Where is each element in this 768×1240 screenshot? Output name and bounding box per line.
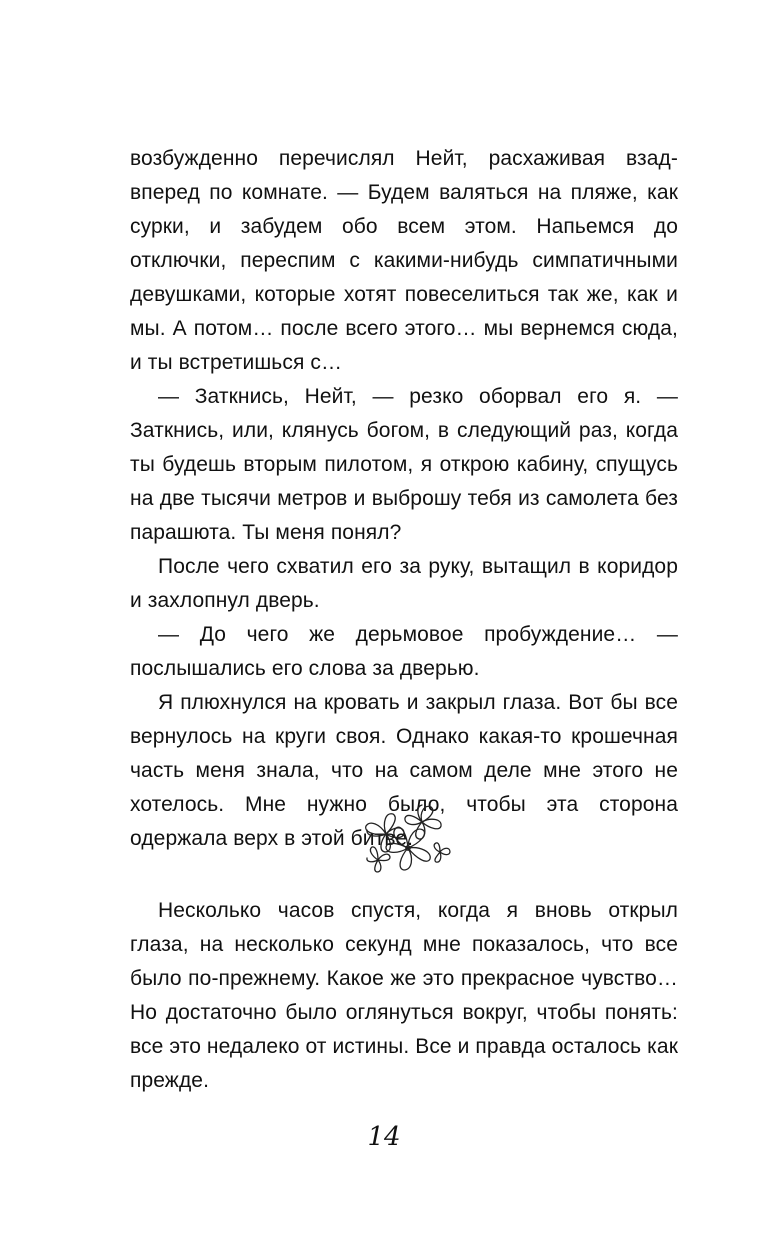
paragraph: После чего схватил его за руку, вытащил в коридор и захлопнул дверь. xyxy=(130,555,678,612)
flower-front-center xyxy=(386,827,430,870)
flower-top-right xyxy=(405,805,441,839)
paragraph: — До чего же дерьмовое пробуждение… — послышались его слова за дверью. xyxy=(130,623,678,680)
paragraph: возбужденно перечислял Нейт, расхаживая взад-вперед по комнате. — Будем валяться на пляже, как сурки, и забудем обо всем этом. Напьемся до отключки, переспим с какими-нибудь симпатичными девушками, которые хотят повеселиться так же, как и мы. А потом… после всего этого… мы вернемся сюда, и ты встретишься с… xyxy=(130,147,678,374)
page-number: 14 xyxy=(367,1122,401,1152)
plumeria-flowers-icon xyxy=(356,800,460,880)
paragraph: Несколько часов спустя, когда я вновь открыл глаза, на несколько секунд мне показалось, что все было по-прежнему. Какое же это прекрасное чувство… Но достаточно было оглянуться вокруг, чтобы понять: все это недалеко от истины. Все и правда осталось как прежде. xyxy=(130,899,678,1092)
paragraph: — Заткнись, Нейт, — резко оборвал его я. — Заткнись, или, клянусь богом, в следующий раз, когда ты будешь вторым пилотом, я открою кабину, спущусь на две тысячи метров и выброшу тебя из самолета без парашюта. Ты меня понял? xyxy=(130,385,678,544)
flower-back-left xyxy=(366,814,404,852)
flower-bottom-left xyxy=(367,847,390,872)
paragraph: Я плюхнулся на кровать и закрыл глаза. Вот бы все вернулось на круги своя. Однако какая-то крошечная часть меня знала, что на самом деле мне этого не хотелось. Мне нужно было, чтобы эта сторона одержала верх в этой битве. xyxy=(130,691,678,850)
flower-bottom-right xyxy=(434,843,450,862)
text-block-bottom xyxy=(130,894,678,1098)
text-block-top xyxy=(130,142,678,856)
